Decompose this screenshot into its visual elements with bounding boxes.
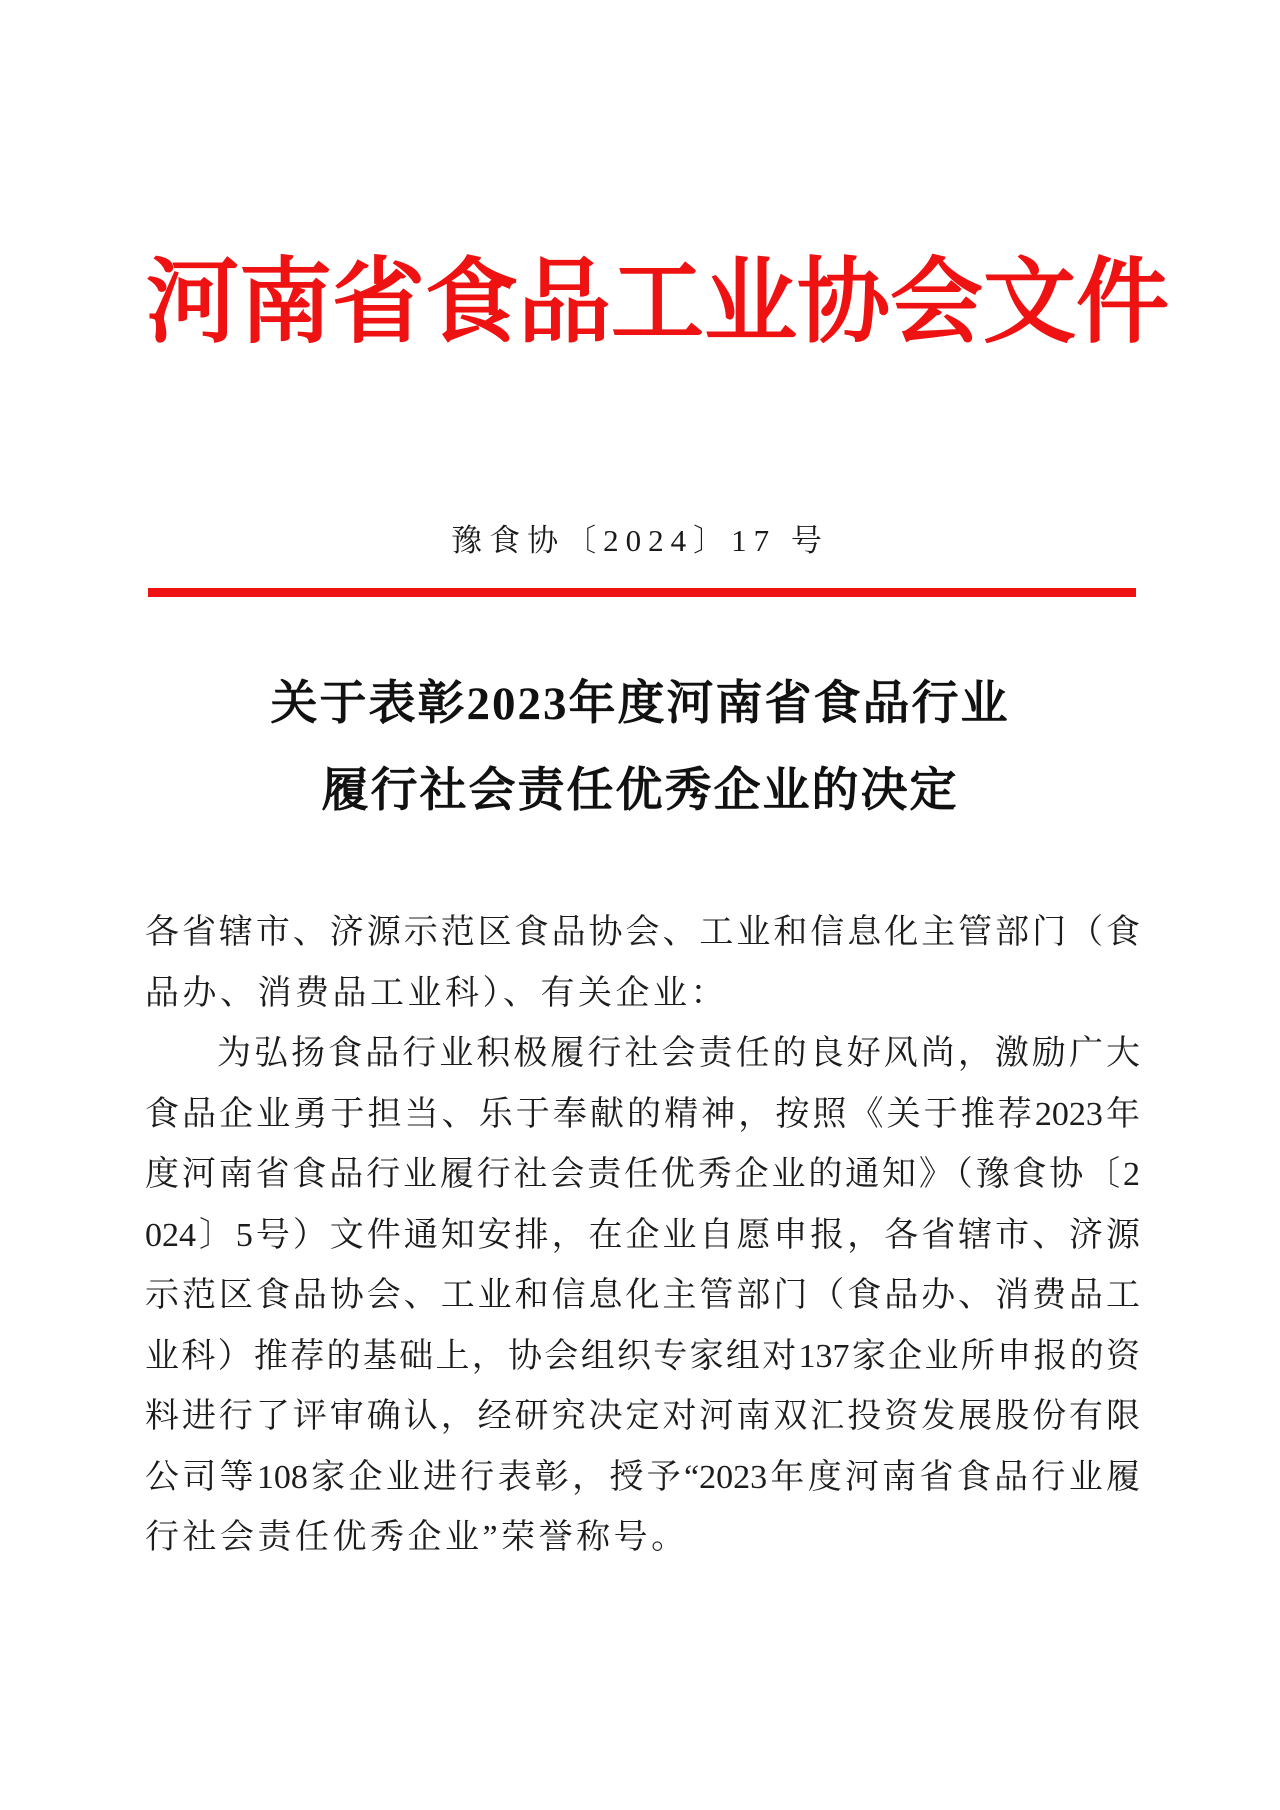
document-number: 豫食协〔2024〕17 号 — [451, 523, 829, 558]
body-line: 024〕5号）文件通知安排，在企业自愿申报，各省辖市、济源 — [145, 1216, 1140, 1254]
body-line: 料进行了评审确认，经研究决定对河南双汇投资发展股份有限 — [145, 1398, 1140, 1435]
body-line: 度河南省食品行业履行社会责任优秀企业的通知》（豫食协〔2 — [145, 1156, 1140, 1193]
body-line: 为弘扬食品行业积极履行社会责任的良好风尚，激励广大 — [217, 1035, 1140, 1072]
body-line: 示范区食品协会、工业和信息化主管部门（食品办、消费品工 — [145, 1277, 1140, 1314]
body-line: 食品企业勇于担当、乐于奉献的精神，按照《关于推荐2023年 — [145, 1095, 1140, 1133]
body-line: 行社会责任优秀企业”荣誉称号。 — [145, 1519, 689, 1556]
red-separator-line — [148, 588, 1136, 597]
document-title-line2: 履行社会责任优秀企业的决定 — [321, 765, 959, 817]
body-line: 各省辖市、济源示范区食品协会、工业和信息化主管部门（食 — [145, 914, 1140, 951]
body-line: 公司等108家企业进行表彰，授予“2023年度河南省食品行业履 — [145, 1458, 1140, 1496]
document-title — [0, 661, 1280, 835]
document-title-line1: 关于表彰2023年度河南省食品行业 — [270, 678, 1010, 730]
body-line: 品办、消费品工业科）、有关企业： — [145, 974, 728, 1012]
body-paragraph — [145, 903, 1140, 1569]
org-letterhead-title: 河南省食品工业协会文件 — [146, 252, 1169, 355]
body-line: 业科）推荐的基础上，协会组织专家组对137家企业所申报的资 — [145, 1337, 1140, 1375]
